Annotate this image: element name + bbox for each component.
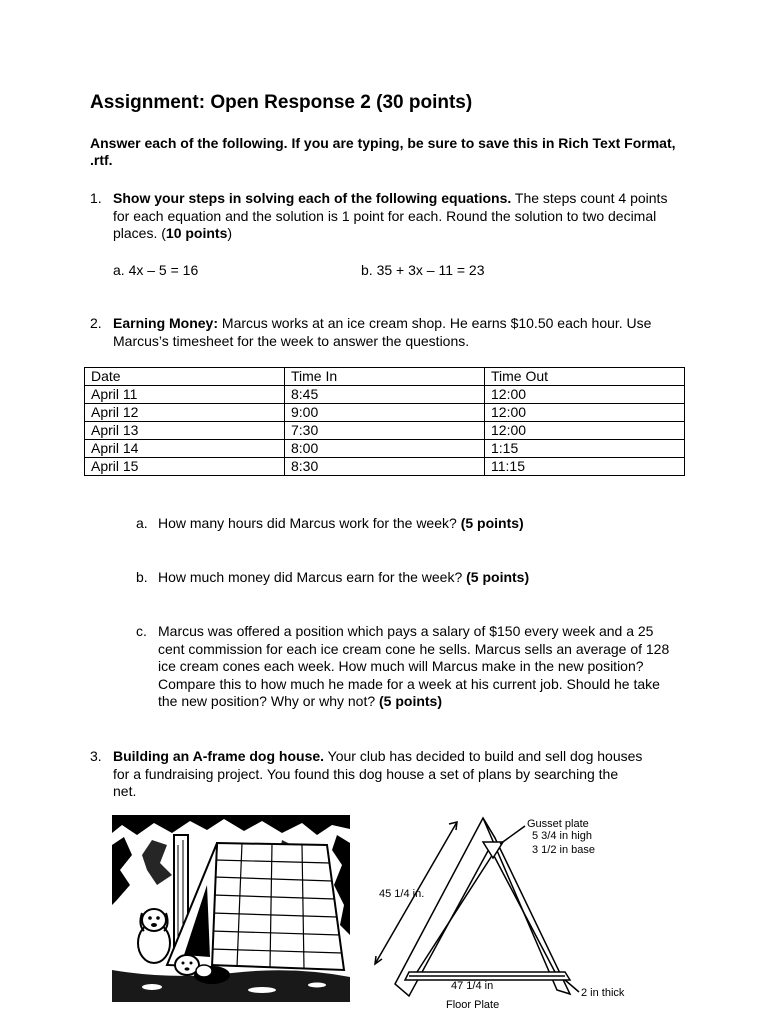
table-cell: 7:30 — [285, 422, 485, 440]
table-row — [85, 422, 685, 440]
subquestion-b-label: b. — [136, 569, 148, 585]
question-1-number: 1. — [90, 190, 102, 206]
subquestion-a-points: (5 points) — [460, 515, 524, 531]
table-row — [85, 404, 685, 422]
table-cell: 11:15 — [485, 458, 685, 476]
table-header: Time Out — [485, 368, 685, 386]
table-cell: 8:30 — [285, 458, 485, 476]
question-1-lead: Show your steps in solving each of the following equations. — [113, 190, 512, 206]
floor-plate-label: Floor Plate — [446, 999, 500, 1011]
question-3-text — [113, 748, 643, 801]
table-cell: April 11 — [85, 386, 285, 404]
question-2-lead: Earning Money: — [113, 315, 219, 331]
subquestion-c-label: c. — [136, 623, 147, 639]
table-header: Time In — [285, 368, 485, 386]
subquestion-a — [158, 515, 678, 533]
table-header-row — [85, 368, 685, 386]
page-title: Assignment: Open Response 2 (30 points) — [90, 92, 473, 113]
gusset-title: Gusset plate — [527, 818, 589, 830]
subquestion-c-points: (5 points) — [379, 693, 443, 709]
question-1-text — [113, 190, 673, 243]
table-header: Date — [85, 368, 285, 386]
question-1-points: 10 points — [165, 225, 228, 241]
subquestion-b-text: How much money did Marcus earn for the week? — [158, 569, 467, 585]
instructions: Answer each of the following. If you are typing, be sure to save this in Rich Text Format, .rtf. — [90, 135, 676, 168]
table-cell: April 13 — [85, 422, 285, 440]
question-3-number: 3. — [90, 748, 102, 764]
timesheet-table — [84, 367, 685, 476]
equation-b: b. 35 + 3x – 11 = 23 — [361, 262, 485, 278]
gusset-base: 3 1/2 in base — [532, 844, 595, 856]
table-cell: April 14 — [85, 440, 285, 458]
table-row — [85, 458, 685, 476]
gusset-height: 5 3/4 in high — [532, 830, 592, 842]
subquestion-a-text: How many hours did Marcus work for the week? — [158, 515, 461, 531]
question-2-number: 2. — [90, 315, 102, 331]
side-length-label: 45 1/4 in. — [379, 888, 425, 900]
table-cell: 12:00 — [485, 422, 685, 440]
table-cell: 1:15 — [485, 440, 685, 458]
question-1-close: ) — [227, 225, 233, 241]
floor-length-label: 47 1/4 in — [451, 980, 494, 992]
table-cell: 8:45 — [285, 386, 485, 404]
a-frame-diagram — [365, 812, 640, 1012]
question-1-body: The steps count 4 points for each equation and the solution is 1 point for each. Round the solution to two decimal places. ( — [113, 190, 668, 241]
subquestion-b — [158, 569, 678, 587]
table-row — [85, 386, 685, 404]
question-2-body: Marcus works at an ice cream shop. He earns $10.50 each hour. Use Marcus’s timesheet for the week to answer the questions. — [113, 315, 652, 349]
table-cell: 12:00 — [485, 386, 685, 404]
question-2-text — [113, 315, 673, 350]
table-row — [85, 440, 685, 458]
table-cell: April 12 — [85, 404, 285, 422]
question-3-lead: Building an A-frame dog house. — [113, 748, 325, 764]
table-cell: April 15 — [85, 458, 285, 476]
table-cell: 8:00 — [285, 440, 485, 458]
subquestion-b-points: (5 points) — [466, 569, 530, 585]
table-cell: 9:00 — [285, 404, 485, 422]
dog-house-illustration — [112, 815, 350, 1002]
subquestion-a-label: a. — [136, 515, 148, 531]
question-3-body: Your club has decided to build and sell dog houses for a fundraising project. You found this dog house a set of plans by searching the net. — [113, 748, 643, 799]
subquestion-c — [158, 623, 673, 711]
thickness-label: 2 in thick — [581, 987, 625, 999]
subquestion-c-text: Marcus was offered a position which pays a salary of $150 every week and a 25 cent commission for each ice cream cone he sells. Marcus sells an average of 128 ice cream cones each week. How much will Marcus make in the new position? Compare this to how much he made for a week at his current job. Should he take the new position? Why or why not? — [158, 623, 670, 709]
table-cell: 12:00 — [485, 404, 685, 422]
equation-a: a. 4x – 5 = 16 — [113, 262, 199, 278]
